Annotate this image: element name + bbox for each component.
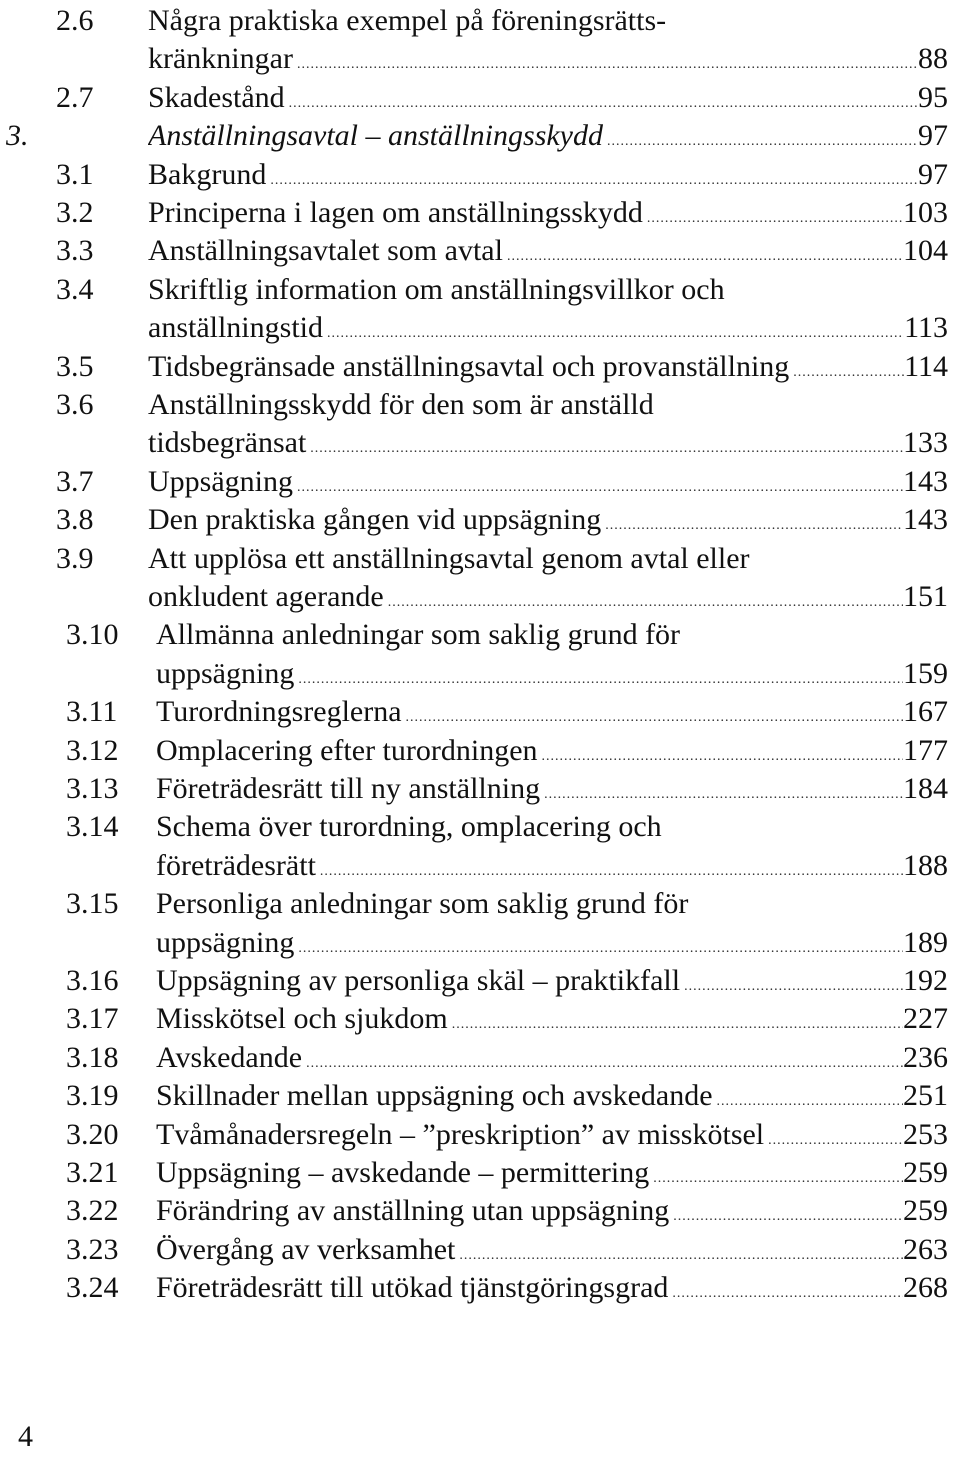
entry-title: Förändring av anställning utan uppsägning <box>156 1194 670 1228</box>
entry-title-line: Allmänna anledningar som saklig grund för <box>156 618 681 652</box>
section-number: 3.2 <box>56 196 94 229</box>
entry-title: Företrädesrätt till ny anställning <box>156 772 541 805</box>
leader-dots <box>503 232 903 270</box>
entry-page-number: 95 <box>918 80 948 114</box>
leader-dots <box>649 1154 903 1192</box>
entry-page-number: 97 <box>918 157 948 191</box>
leader-dots <box>603 117 918 155</box>
leader-dots <box>294 924 903 962</box>
section-number: 3.7 <box>56 464 94 498</box>
entry-page-number: 143 <box>903 464 948 498</box>
section-number: 3.18 <box>66 1040 119 1074</box>
entry-page-number: 251 <box>903 1079 948 1113</box>
leader-dots <box>455 1231 903 1269</box>
entry-page-number: 253 <box>903 1117 948 1151</box>
entry-title: uppsägning <box>156 925 295 959</box>
toc-entry <box>0 1077 960 1115</box>
leader-dots <box>540 770 903 808</box>
toc-entry <box>0 732 960 770</box>
entry-page-number: 236 <box>903 1040 948 1074</box>
entry-title-line: Schema över turordning, omplacering och <box>156 810 662 844</box>
entry-page-number: 103 <box>903 196 948 229</box>
toc-entry <box>0 770 960 808</box>
section-number: 3.21 <box>66 1156 119 1189</box>
entry-title: Uppsägning av personliga skäl – praktikfall <box>156 964 681 997</box>
entry-title: Turordningsreglerna <box>156 695 402 729</box>
leader-dots <box>643 194 903 232</box>
section-number: 2.6 <box>56 4 94 37</box>
leader-dots <box>293 463 903 501</box>
entry-page-number: 88 <box>918 42 948 76</box>
page-number: 4 <box>18 1420 33 1453</box>
entry-title: Omplacering efter turordningen <box>156 733 538 767</box>
leader-dots <box>293 40 918 78</box>
section-number: 3.16 <box>66 964 119 997</box>
section-number: 3.12 <box>66 733 119 767</box>
section-number: 3.1 <box>56 157 94 191</box>
section-number: 3.19 <box>66 1079 119 1113</box>
entry-page-number: 177 <box>903 733 948 767</box>
entry-title-line: Några praktiska exempel på föreningsrätts- <box>148 4 667 37</box>
entry-page-number: 192 <box>903 964 948 997</box>
toc-entry <box>0 1192 960 1230</box>
toc-entry <box>0 1000 960 1038</box>
leader-dots <box>601 501 903 539</box>
leader-dots <box>302 1039 903 1077</box>
toc-entry <box>0 271 960 348</box>
toc-entry <box>0 117 960 155</box>
toc-entry <box>0 540 960 617</box>
toc-entry <box>0 1116 960 1154</box>
toc-entry <box>0 501 960 539</box>
entry-page-number: 189 <box>903 925 948 959</box>
toc-entry <box>0 1269 960 1307</box>
leader-dots <box>306 424 903 462</box>
leader-dots <box>448 1000 903 1038</box>
entry-page-number: 184 <box>903 772 948 805</box>
toc-entry <box>0 156 960 194</box>
section-number: 3.11 <box>66 695 118 729</box>
section-number: 3.6 <box>56 388 94 421</box>
toc-entry <box>0 2 960 79</box>
entry-page-number: 263 <box>903 1232 948 1266</box>
leader-dots <box>538 732 903 770</box>
section-number: 3.14 <box>66 810 119 844</box>
entry-title: tidsbegränsat <box>148 426 307 460</box>
entry-title: kränkningar <box>148 42 293 76</box>
leader-dots <box>294 655 903 693</box>
toc-entry <box>0 194 960 232</box>
entry-page-number: 268 <box>903 1271 948 1305</box>
entry-title: Anställningsavtalet som avtal <box>148 234 503 268</box>
toc-entry <box>0 885 960 962</box>
toc-entry <box>0 616 960 693</box>
toc-entry <box>0 348 960 386</box>
entry-title: Skadestånd <box>148 80 285 114</box>
section-number: 3.10 <box>66 618 119 652</box>
entry-title: uppsägning <box>156 656 295 690</box>
entry-title-line: Anställningsskydd för den som är anställd <box>148 388 654 421</box>
entry-page-number: 259 <box>903 1156 948 1189</box>
entry-title: Tvåmånadersregeln – ”preskription” av misskötsel <box>156 1117 765 1151</box>
entry-page-number: 188 <box>903 848 948 882</box>
section-number: 3.22 <box>66 1194 119 1228</box>
entry-title: Bakgrund <box>148 157 267 191</box>
section-number: 3.3 <box>56 234 94 268</box>
entry-title: Den praktiska gången vid uppsägning <box>148 503 602 537</box>
entry-page-number: 113 <box>904 311 948 345</box>
entry-title: Uppsägning <box>148 464 293 498</box>
entry-title: Misskötsel och sjukdom <box>156 1002 448 1036</box>
leader-dots <box>266 156 918 194</box>
entry-title: anställningstid <box>148 311 323 345</box>
entry-title: Tidsbegränsade anställningsavtal och provanställning <box>148 349 790 383</box>
section-number: 2.7 <box>56 80 94 114</box>
leader-dots <box>680 962 903 1000</box>
entry-title: Övergång av verksamhet <box>156 1232 456 1266</box>
section-number: 3.15 <box>66 887 119 921</box>
leader-dots <box>285 79 918 117</box>
entry-title-line: Personliga anledningar som saklig grund för <box>156 887 689 921</box>
section-number: 3.17 <box>66 1002 119 1036</box>
entry-page-number: 97 <box>918 119 948 153</box>
section-number: 3.8 <box>56 503 94 537</box>
entry-page-number: 114 <box>904 349 948 383</box>
entry-title: Företrädesrätt till utökad tjänstgöringsgrad <box>156 1271 669 1305</box>
leader-dots <box>669 1192 903 1230</box>
leader-dots <box>668 1269 903 1307</box>
section-number: 3.9 <box>56 541 94 575</box>
leader-dots <box>384 578 903 616</box>
entry-title: Skillnader mellan uppsägning och avskedande <box>156 1079 713 1113</box>
leader-dots <box>402 693 903 731</box>
leader-dots <box>789 348 904 386</box>
section-number: 3.20 <box>66 1117 119 1151</box>
toc-entry <box>0 693 960 731</box>
leader-dots <box>764 1116 903 1154</box>
entry-page-number: 227 <box>903 1002 948 1036</box>
entry-title: onkludent agerande <box>148 579 384 613</box>
entry-title-line: Skriftlig information om anställningsvillkor och <box>148 272 725 306</box>
toc-entry <box>0 79 960 117</box>
toc-entry <box>0 232 960 270</box>
section-number: 3.4 <box>56 272 94 306</box>
section-number: 3.23 <box>66 1232 119 1266</box>
toc-entry <box>0 1154 960 1192</box>
toc-entry <box>0 962 960 1000</box>
toc-entry <box>0 463 960 501</box>
toc-entry <box>0 1039 960 1077</box>
section-number: 3.13 <box>66 772 119 805</box>
toc-entry <box>0 1231 960 1269</box>
entry-page-number: 259 <box>903 1194 948 1228</box>
entry-title-line: Att upplösa ett anställningsavtal genom avtal eller <box>148 541 750 575</box>
entry-page-number: 159 <box>903 656 948 690</box>
leader-dots <box>713 1077 903 1115</box>
leader-dots <box>323 309 904 347</box>
entry-page-number: 151 <box>903 579 948 613</box>
entry-title: företrädesrätt <box>156 848 316 882</box>
entry-page-number: 167 <box>903 695 948 729</box>
section-number: 3.5 <box>56 349 94 383</box>
entry-page-number: 143 <box>903 503 948 537</box>
leader-dots <box>316 847 903 885</box>
entry-title: Avskedande <box>156 1040 303 1074</box>
entry-page-number: 133 <box>903 426 948 460</box>
toc-entry <box>0 808 960 885</box>
entry-title: Uppsägning – avskedande – permittering <box>156 1156 650 1189</box>
toc-entry <box>0 386 960 463</box>
entry-title: Anställningsavtal – anställningsskydd <box>148 119 603 153</box>
entry-title: Principerna i lagen om anställningsskydd <box>148 196 643 229</box>
section-number: 3. <box>6 119 29 153</box>
entry-page-number: 104 <box>903 234 948 268</box>
section-number: 3.24 <box>66 1271 119 1305</box>
